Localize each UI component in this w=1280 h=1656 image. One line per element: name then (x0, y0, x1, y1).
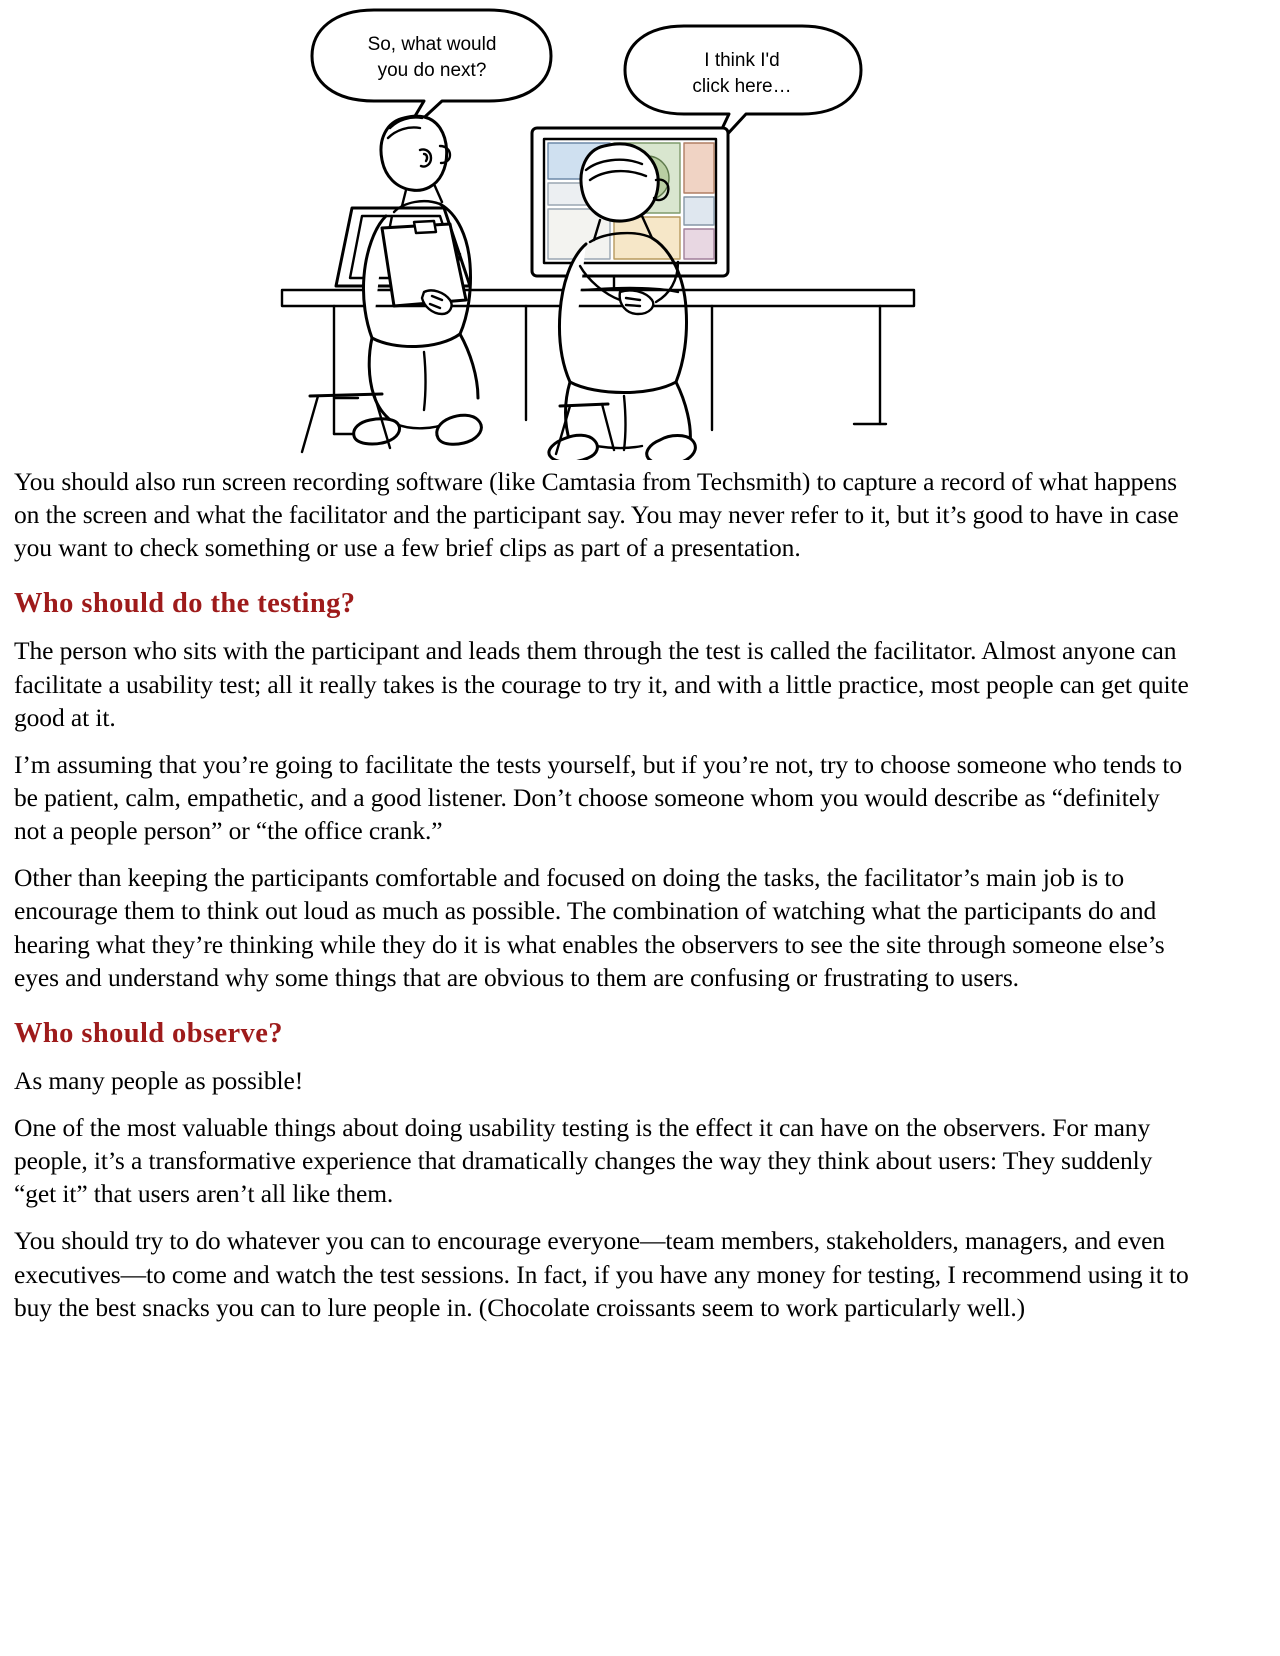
facilitator-bubble-line1: So, what would (367, 34, 497, 55)
figure-usability-test-cartoon (14, 0, 1194, 465)
paragraph-choosing-facilitator: I’m assuming that you’re going to facilitate the tests yourself, but if you’re not, try to choose someone who tends to be patient, calm, empathetic, and a good listener. Don’t choose someone whom you would describe as “definitely not a people person” or “the office crank.” (14, 749, 1183, 846)
participant-bubble-line1: I think I'd (704, 50, 780, 71)
figure-facilitator (302, 116, 481, 452)
heading-who-should-do-the-testing: Who should do the testing? (14, 588, 356, 620)
heading-who-should-observe: Who should observe? (14, 1017, 283, 1049)
cartoon-illustration (274, 0, 934, 460)
paragraph-as-many-as-possible: As many people as possible! (14, 1065, 304, 1095)
paragraph-think-out-loud: Other than keeping the participants comfortable and focused on doing the tasks, the facilitator’s main job is to encourage them to think out loud as much as possible. The combination of watching what the participants do and hearing what they’re thinking while they do it is what enables the observers to see the site through someone else’s eyes and understand why some things that are obvious to them are confusing or frustrating to users. (14, 863, 1165, 992)
paragraph-observer-value: One of the most valuable things about doing usability testing is the effect it can have on the observers. For many people, it’s a transformative experience that dramatically changes the way they think about users: They suddenly “get it” that users aren’t all like them. (14, 1112, 1153, 1209)
facilitator-bubble-line2: you do next? (377, 60, 487, 81)
participant-bubble-line2: click here… (692, 76, 792, 97)
desk (282, 290, 914, 434)
paragraph-encourage-attendance: You should try to do whatever you can to encourage everyone—team members, stakeholders, managers, and even executives—to come and watch the test sessions. In fact, if you have any money for testing, I recommend using it to buy the best snacks you can to lure people in. (Chocolate croissants seem to work particularly well.) (14, 1226, 1189, 1322)
intro-paragraph: You should also run screen recording software (like Camtasia from Techsmith) to capture a record of what happens on the screen and what the facilitator and the participant say. You may never refer to it, but it’s good to have in case you want to check something or use a few brief clips as part of a presentation. (14, 467, 1179, 563)
paragraph-facilitator-definition: The person who sits with the participant and leads them through the test is called the facilitator. Almost anyone can facilitate a usability test; all it really takes is the courage to try it, and with a little practice, most people can get quite good at it. (14, 636, 1189, 732)
